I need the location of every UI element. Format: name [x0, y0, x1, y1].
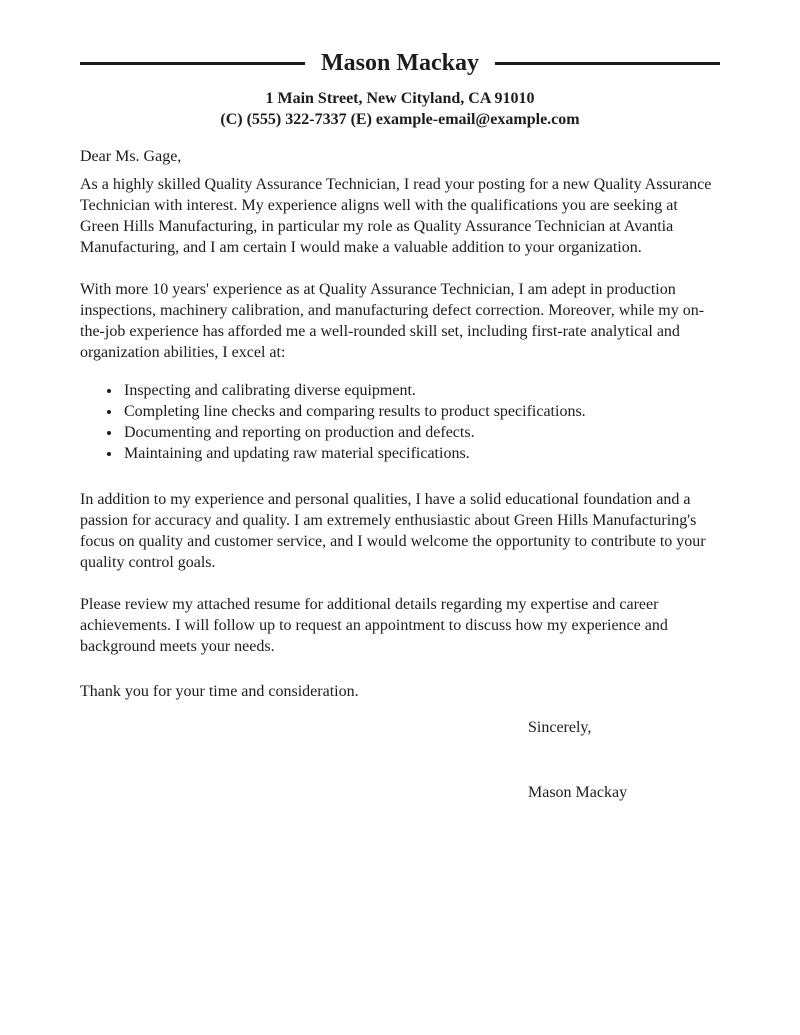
bullet-list	[80, 380, 720, 464]
bullet-item: • Completing line checks and comparing results to product specifications.	[122, 401, 720, 422]
closing-block	[528, 717, 720, 803]
bullet-item: • Inspecting and calibrating diverse equipment.	[122, 380, 720, 401]
thanks-line: Thank you for your time and consideration.	[80, 683, 359, 701]
contact-line: (C) (555) 322-7337 (E) example-email@example.com	[220, 111, 580, 129]
bullet-item: • Documenting and reporting on production and defects.	[122, 422, 720, 443]
header-rule-right	[495, 62, 720, 65]
signoff: Sincerely,	[528, 719, 592, 737]
letter-author-name: Mason Mackay	[321, 50, 479, 76]
paragraph-followup: Please review my attached resume for additional details regarding my expertise and career achievements. I will follow up to request an appointment to discuss how my experience and background meets your needs.	[80, 596, 668, 656]
greeting: Dear Ms. Gage,	[80, 148, 182, 166]
letter-body	[80, 146, 720, 803]
letter-header	[80, 50, 720, 76]
signature-name: Mason Mackay	[528, 784, 628, 802]
paragraph-education: In addition to my experience and personal qualities, I have a solid educational foundation and a passion for accuracy and quality. I am extremely enthusiastic about Green Hills Manufacturing's focus on quality and customer service, and I would welcome the opportunity to contribute to your quality control goals.	[80, 491, 706, 572]
address-line: 1 Main Street, New Cityland, CA 91010	[265, 90, 535, 108]
bullet-item: • Maintaining and updating raw material specifications.	[122, 443, 720, 464]
header-rule-left	[80, 62, 305, 65]
paragraph-intro: As a highly skilled Quality Assurance Technician, I read your posting for a new Quality Assurance Technician with interest. My experience aligns well with the qualifications you are seeking at Green Hills Manufacturing, in particular my role as Quality Assurance Technician at Avantia Manufacturing, and I am certain I would make a valuable addition to your organization.	[80, 176, 712, 257]
paragraph-experience: With more 10 years' experience as at Quality Assurance Technician, I am adept in production inspections, machinery calibration, and manufacturing defect correction. Moreover, while my on-the-job experience has afforded me a well-rounded skill set, including first-rate analytical and organization abilities, I excel at:	[80, 281, 705, 362]
